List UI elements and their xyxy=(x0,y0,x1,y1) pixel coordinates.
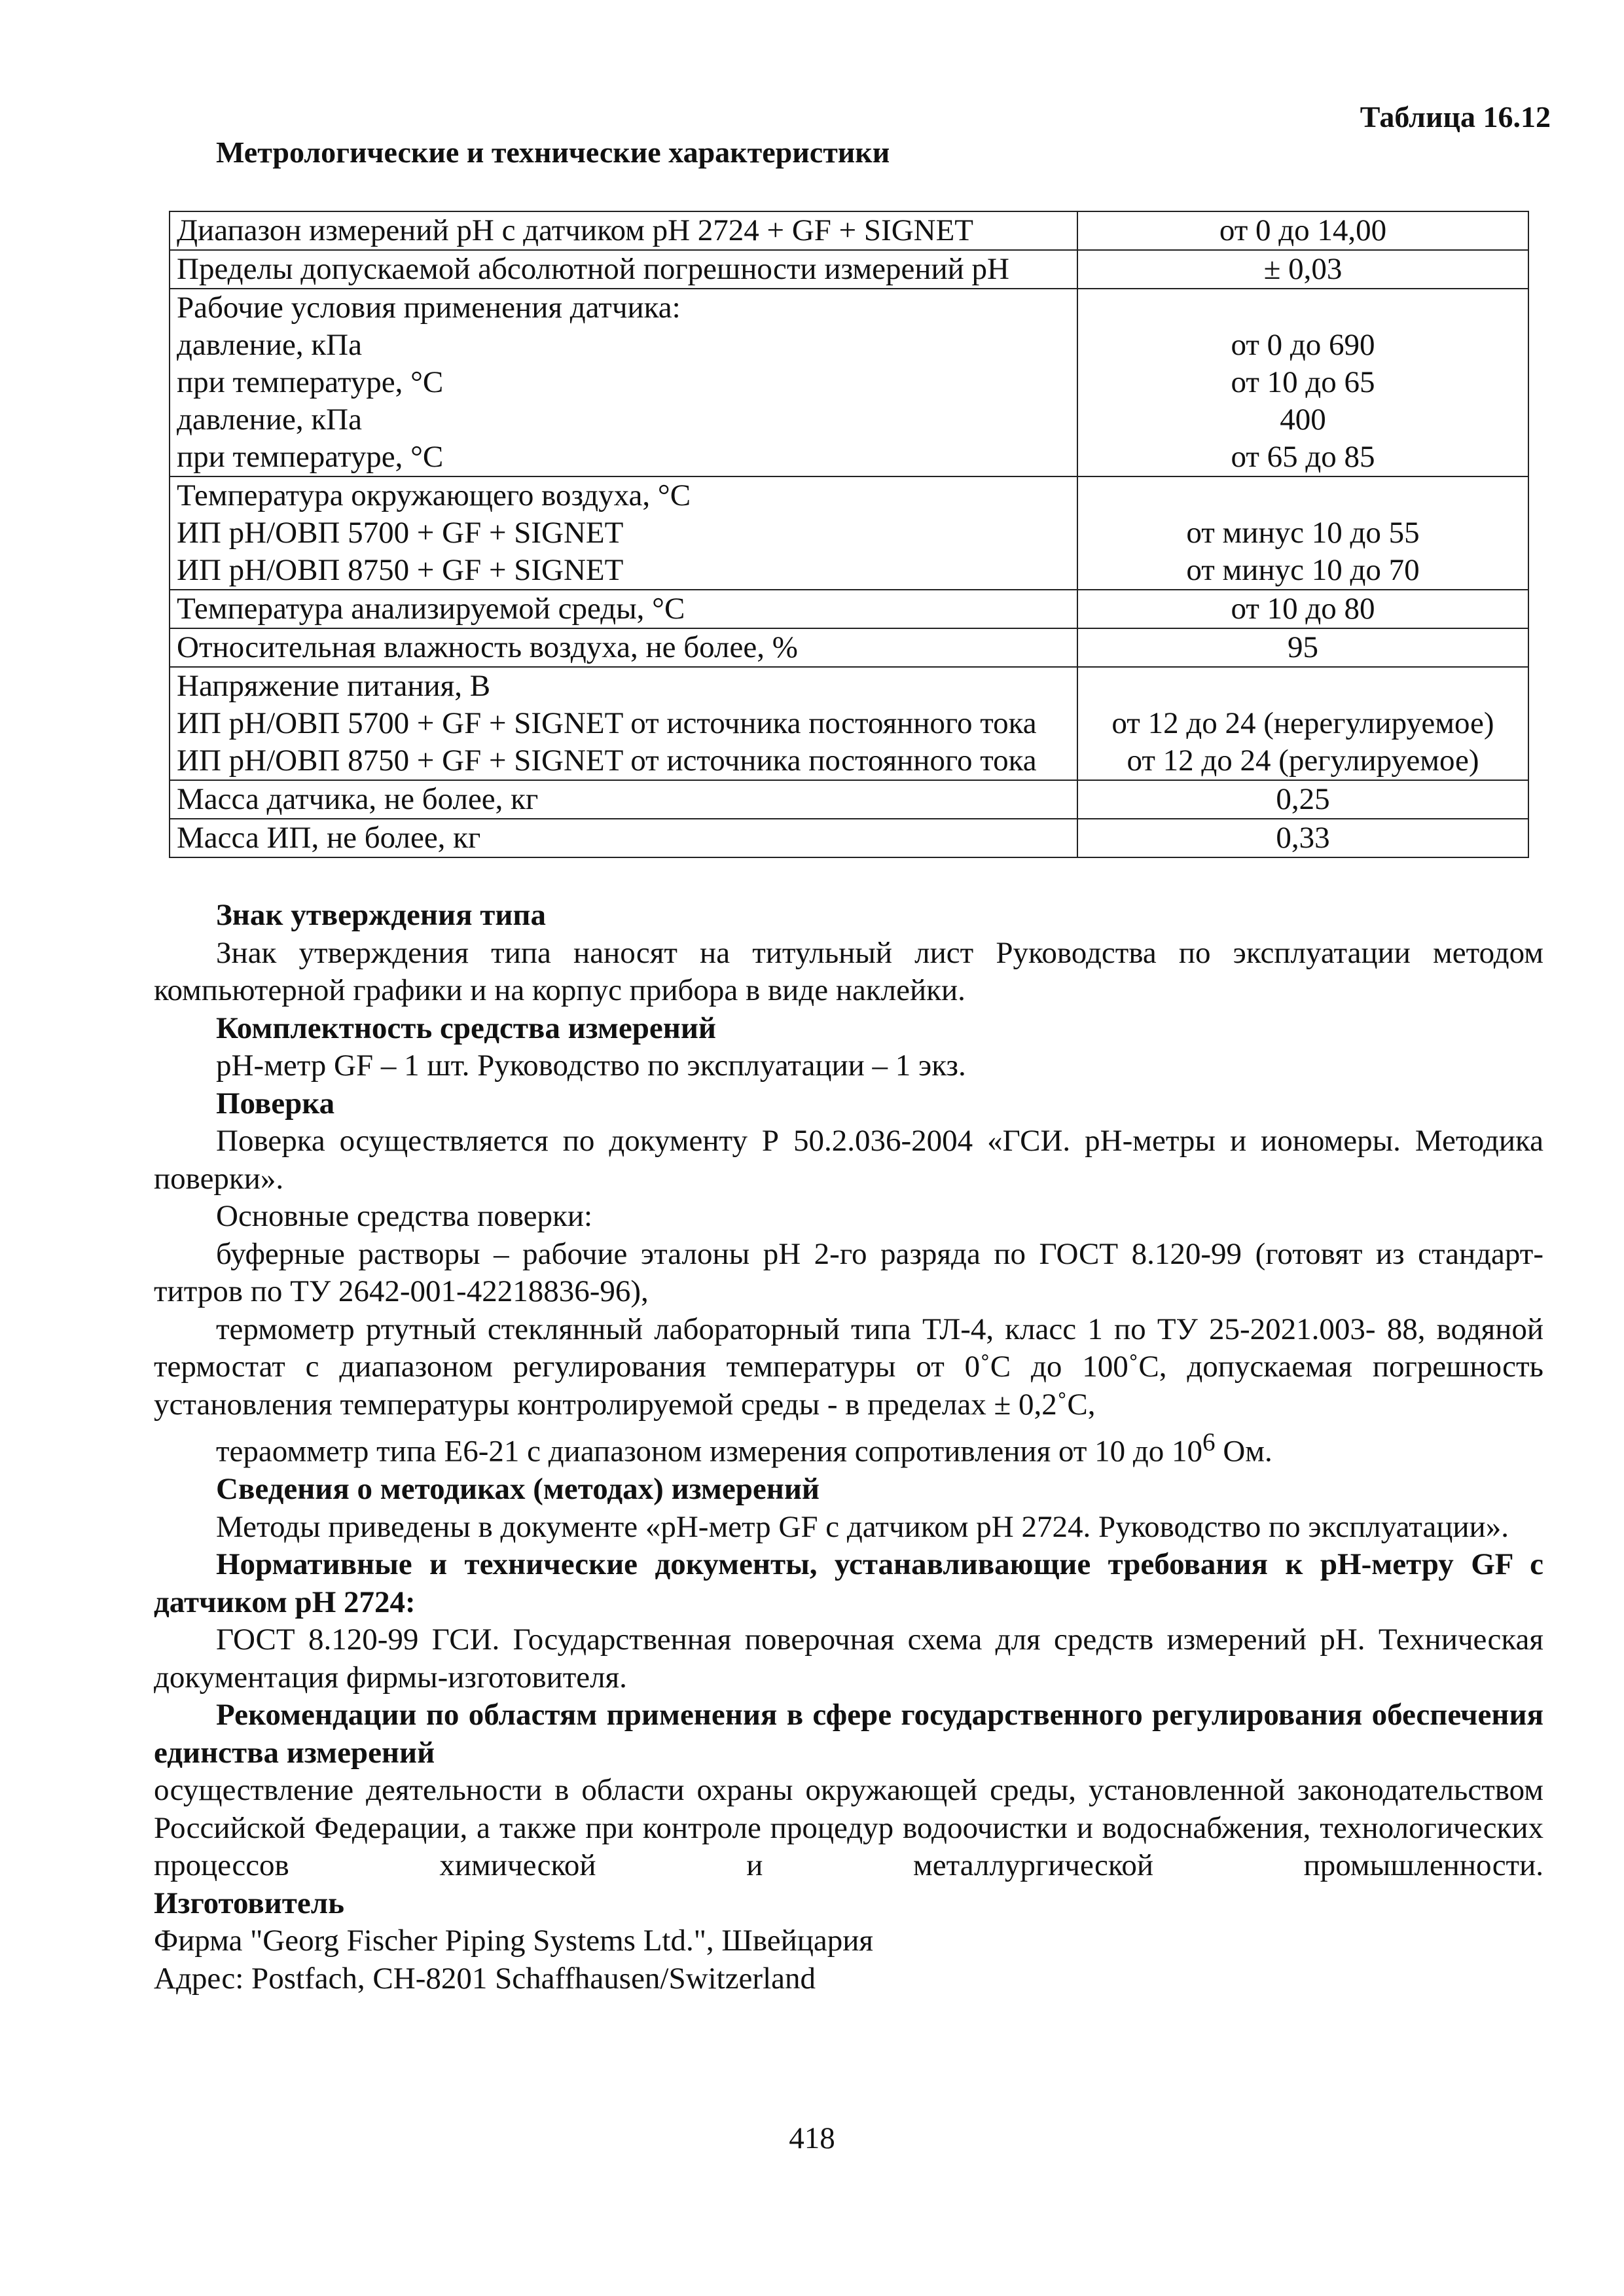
completeness-text: рН-метр GF – 1 шт. Руководство по эксплуатации – 1 экз. xyxy=(216,1049,966,1083)
spec-parameter-line: Диапазон измерений рН с датчиком рН 2724 + GF + SIGNET xyxy=(177,213,973,247)
teraohmmeter-unit: Ом. xyxy=(1215,1434,1272,1469)
spec-parameter-cell xyxy=(170,476,1077,590)
spec-row xyxy=(170,590,1528,628)
manufacturer-name: Фирма "Georg Fischer Piping Systems Ltd.", Швейцария xyxy=(154,1924,874,1958)
spec-parameter-line: Пределы допускаемой абсолютной погрешности измерений рН xyxy=(177,252,1009,286)
spec-value-cell xyxy=(1077,667,1528,780)
spec-value-line: от минус 10 до 55 xyxy=(1186,516,1420,550)
document-body xyxy=(154,897,1543,1998)
methods-text: Методы приведены в документе «рН-метр GF с датчиком рН 2724. Руководство по эксплуатации». xyxy=(216,1509,1509,1544)
spec-value-line xyxy=(1085,289,1521,327)
spec-row xyxy=(170,289,1528,476)
spec-parameter-line: Рабочие условия применения датчика: xyxy=(177,291,681,325)
spec-value-cell xyxy=(1077,780,1528,819)
recommendations-heading: Рекомендации по областям применения в сфере государственного регулирования обеспечения единства измерений xyxy=(154,1698,1543,1770)
spec-row xyxy=(170,667,1528,780)
verification-means-intro: Основные средства поверки: xyxy=(216,1199,593,1233)
spec-value-line: от 10 до 65 xyxy=(1231,365,1375,399)
verification-means-buffers: буферные растворы – рабочие эталоны рН 2-го разряда по ГОСТ 8.120-99 (готовят из стандарт-титров по ТУ 2642-001-42218836-96), xyxy=(154,1236,1543,1308)
approval-text: Знак утверждения типа наносят на титульный лист Руководства по эксплуатации методом компьютерной графики и на корпус прибора в виде наклейки. xyxy=(154,935,1543,1007)
spec-value-cell xyxy=(1077,590,1528,628)
spec-parameter-line: ИП рН/ОВП 5700 + GF + SIGNET от источника постоянного тока xyxy=(177,706,1037,740)
spec-value-line: от 0 до 690 xyxy=(1231,328,1375,362)
spec-parameter-line: при температуре, °С xyxy=(177,365,444,399)
spec-parameter-line: ИП рН/ОВП 8750 + GF + SIGNET от источника постоянного тока xyxy=(177,744,1037,778)
spec-row xyxy=(170,476,1528,590)
spec-value-line: 95 xyxy=(1288,630,1318,664)
spec-parameter-line: Масса ИП, не более, кг xyxy=(177,821,481,855)
recommendations-text: осуществление деятельности в области охраны окружающей среды, установленной законодательством Российской Федерации, а также при контроле процедур водоочистки и водоснабжения, технологических процессов химической и металлургической промышленности. xyxy=(154,1773,1543,1883)
spec-parameter-cell xyxy=(170,211,1077,250)
spec-parameter-line: Температура анализируемой среды, °С xyxy=(177,592,685,626)
table-title: Метрологические и технические характеристики xyxy=(216,135,890,169)
spec-parameter-cell xyxy=(170,667,1077,780)
spec-value-line: от 12 до 24 (регулируемое) xyxy=(1127,744,1479,778)
table-number: Таблица 16.12 xyxy=(1360,100,1551,134)
spec-parameter-line: ИП рН/ОВП 5700 + GF + SIGNET xyxy=(177,516,624,550)
page-number: 418 xyxy=(789,2121,835,2155)
approval-heading: Знак утверждения типа xyxy=(216,898,546,932)
spec-value-cell xyxy=(1077,250,1528,289)
spec-row xyxy=(170,780,1528,819)
spec-row xyxy=(170,211,1528,250)
manufacturer-heading: Изготовитель xyxy=(154,1886,344,1920)
manufacturer-address: Адрес: Postfach, CH-8201 Schaffhausen/Switzerland xyxy=(154,1961,816,1996)
spec-value-line: 400 xyxy=(1280,403,1326,437)
verification-means-teraohmmeter xyxy=(154,1424,1543,1471)
specifications-table-body xyxy=(170,211,1528,857)
spec-parameter-line: ИП рН/ОВП 8750 + GF + SIGNET xyxy=(177,553,624,587)
spec-row xyxy=(170,250,1528,289)
completeness-heading: Комплектность средства измерений xyxy=(216,1011,716,1045)
verification-means-thermometer: термометр ртутный стеклянный лабораторный типа ТЛ-4, класс 1 по ТУ 25-2021.003- 88, водяной термостат с диапазоном регулирования температуры от 0˚С до 100˚С, допускаемая погрешность установления температуры контролируемой среды - в пределах ± 0,2˚С, xyxy=(154,1312,1543,1422)
spec-value-line xyxy=(1085,668,1521,705)
spec-parameter-line: Напряжение питания, В xyxy=(177,669,491,703)
verification-heading: Поверка xyxy=(216,1086,335,1121)
spec-value-cell xyxy=(1077,211,1528,250)
spec-parameter-line: при температуре, °С xyxy=(177,440,444,474)
spec-row xyxy=(170,819,1528,857)
spec-parameter-cell xyxy=(170,780,1077,819)
spec-value-line: от 10 до 80 xyxy=(1231,592,1375,626)
spec-value-cell xyxy=(1077,289,1528,476)
methods-heading: Сведения о методиках (методах) измерений xyxy=(216,1472,820,1507)
spec-parameter-line: давление, кПа xyxy=(177,403,362,437)
spec-value-line: от 65 до 85 xyxy=(1231,440,1375,474)
spec-value-line xyxy=(1085,477,1521,514)
spec-value-line: от минус 10 до 70 xyxy=(1186,553,1420,587)
spec-value-line: 0,25 xyxy=(1276,782,1330,816)
verification-text: Поверка осуществляется по документу Р 50.2.036-2004 «ГСИ. рН-метры и иономеры. Методика поверки». xyxy=(154,1124,1543,1196)
teraohmmeter-text: тераомметр типа Е6-21 с диапазоном измерения сопротивления от 10 до 10 xyxy=(216,1434,1203,1469)
spec-parameter-cell xyxy=(170,590,1077,628)
spec-parameter-line: Относительная влажность воздуха, не более, % xyxy=(177,630,798,664)
normative-heading: Нормативные и технические документы, устанавливающие требования к рН-метру GF с датчиком рН 2724: xyxy=(154,1547,1543,1619)
spec-parameter-line: давление, кПа xyxy=(177,328,362,362)
spec-value-line: ± 0,03 xyxy=(1263,252,1343,286)
spec-value-line: от 0 до 14,00 xyxy=(1219,213,1387,247)
spec-parameter-line: Температура окружающего воздуха, °С xyxy=(177,478,691,512)
spec-parameter-cell xyxy=(170,289,1077,476)
spec-parameter-cell xyxy=(170,628,1077,667)
spec-value-cell xyxy=(1077,628,1528,667)
spec-value-line: от 12 до 24 (нерегулируемое) xyxy=(1111,706,1494,740)
spec-parameter-cell xyxy=(170,250,1077,289)
spec-value-cell xyxy=(1077,819,1528,857)
spec-row xyxy=(170,628,1528,667)
spec-value-cell xyxy=(1077,476,1528,590)
normative-text: ГОСТ 8.120-99 ГСИ. Государственная поверочная схема для средств измерений рН. Техническая документация фирмы-изготовителя. xyxy=(154,1623,1543,1695)
spec-parameter-cell xyxy=(170,819,1077,857)
spec-parameter-line: Масса датчика, не более, кг xyxy=(177,782,539,816)
spec-value-line: 0,33 xyxy=(1276,821,1330,855)
teraohmmeter-exponent: 6 xyxy=(1202,1428,1216,1456)
specifications-table xyxy=(169,211,1529,858)
